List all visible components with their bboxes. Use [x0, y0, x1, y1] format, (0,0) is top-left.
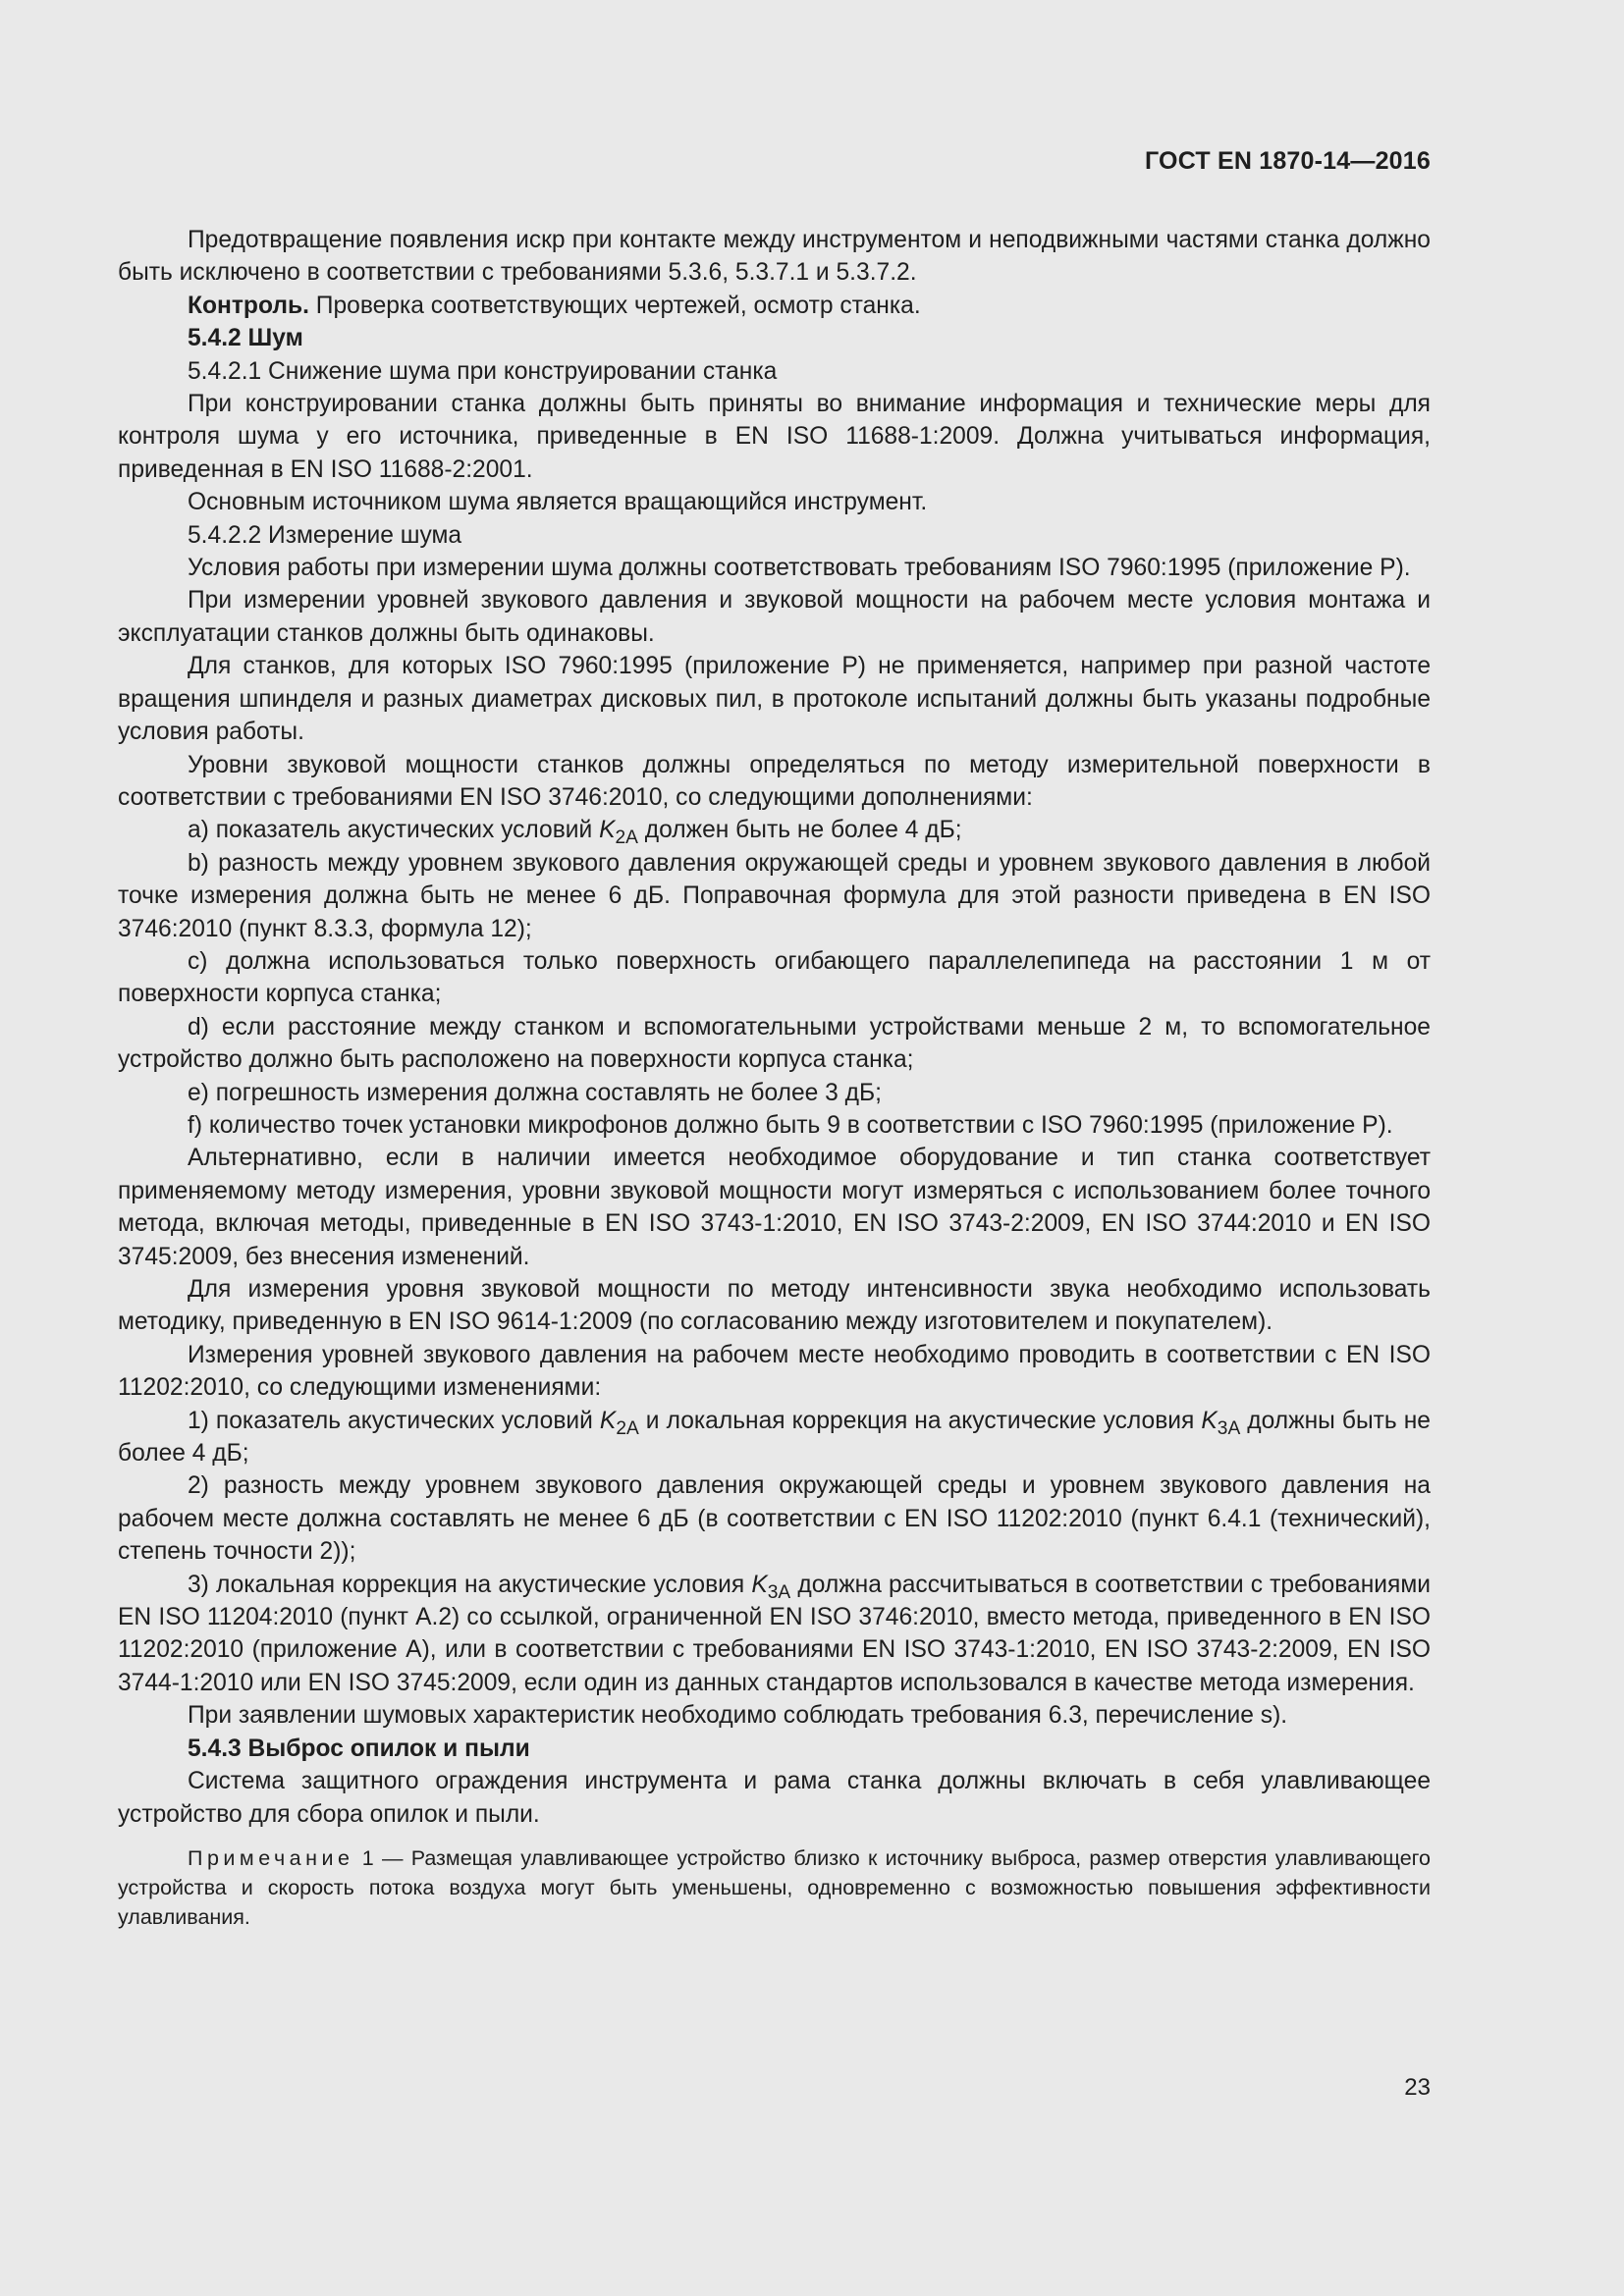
note-label: Примечание — [188, 1845, 354, 1870]
section-heading-5-4-2: 5.4.2 Шум — [188, 325, 303, 352]
list-item-text: 3) локальная коррекция на акустические условия — [188, 1571, 752, 1598]
list-item-text: должны быть не более 4 дБ; — [118, 1407, 1431, 1468]
numbered-item-3 — [118, 1569, 1431, 1700]
list-item-b: b) разность между уровнем звукового давления окружающей среды и уровнем звукового давления в любой точке измерения должна быть не менее 6 дБ. Поправочная формула для этой разности приведена в EN ISO 3746:2010 (пункт 8.3.3, формула 12); — [118, 849, 1431, 942]
symbol-k: K — [599, 817, 616, 844]
standard-designation: ГОСТ EN 1870-14—2016 — [1145, 147, 1431, 175]
paragraph: Для измерения уровня звуковой мощности по методу интенсивности звука необходимо использовать методику, приведенную в EN ISO 9614-1:2009 (по согласованию между изготовителем и покупателем). — [118, 1276, 1431, 1336]
list-item-text: и локальная коррекция на акустические условия — [638, 1407, 1202, 1434]
paragraph: Основным источником шума является вращающийся инструмент. — [188, 489, 928, 516]
note-number: 1 — [353, 1845, 374, 1870]
symbol-k: K — [599, 1407, 617, 1434]
symbol-subscript: 3A — [1217, 1417, 1241, 1439]
page-number: 23 — [1404, 2074, 1431, 2101]
numbered-item-1 — [118, 1405, 1431, 1470]
list-item-text: a) показатель акустических условий — [188, 817, 600, 844]
control-text: Проверка соответствующих чертежей, осмотр станка. — [308, 292, 921, 319]
list-item-text: 1) показатель акустических условий — [188, 1407, 600, 1434]
symbol-k: K — [1201, 1407, 1218, 1434]
paragraph: Для станков, для которых ISO 7960:1995 (приложение P) не применяется, например при разной частоте вращения шпинделя и разных диаметрах дисковых пил, в протоколе испытаний должны быть указаны подробные условия работы. — [118, 653, 1431, 746]
note-text: — Размещая улавливающее устройство близко к источнику выброса, размер отверстия улавливающего устройства и скорость потока воздуха могут быть уменьшены, одновременно с возможностью повышения эффективности улавливания. — [118, 1845, 1432, 1929]
note — [118, 1843, 1431, 1932]
paragraph: Измерения уровней звукового давления на рабочем месте необходимо проводить в соответствии с EN ISO 11202:2010, со следующими изменениями: — [118, 1341, 1431, 1402]
paragraph-control — [118, 290, 1431, 322]
paragraph: Предотвращение появления искр при контакте между инструментом и неподвижными частями станка должно быть исключено в соответствии с требованиями 5.3.6, 5.3.7.1 и 5.3.7.2. — [118, 227, 1431, 287]
symbol-subscript: 2A — [615, 828, 638, 849]
symbol-subscript: 3A — [767, 1581, 791, 1603]
paragraph: Уровни звуковой мощности станков должны определяться по методу измерительной поверхности в соответствии с требованиями EN ISO 3746:2010, со следующими дополнениями: — [118, 751, 1431, 811]
body-text — [118, 224, 1431, 1932]
subsection-heading-5-4-2-2: 5.4.2.2 Измерение шума — [188, 521, 462, 549]
list-item-d: d) если расстояние между станком и вспомогательными устройствами меньше 2 м, то вспомогательное устройство должно быть расположено на поверхности корпуса станка; — [118, 1013, 1431, 1074]
control-lead: Контроль. — [188, 292, 309, 319]
paragraph: Система защитного ограждения инструмента и рама станка должны включать в себя улавливающее устройство для сбора опилок и пыли. — [118, 1768, 1431, 1828]
paragraph: Условия работы при измерении шума должны соответствовать требованиям ISO 7960:1995 (приложение P). — [188, 555, 1411, 582]
paragraph: При измерении уровней звукового давления и звуковой мощности на рабочем месте условия монтажа и эксплуатации станков должны быть одинаковы. — [118, 587, 1431, 647]
list-item-c: c) должна использоваться только поверхность огибающего параллелепипеда на расстоянии 1 м от поверхности корпуса станка; — [118, 947, 1431, 1008]
list-item-f: f) количество точек установки микрофонов должно быть 9 в соответствии с ISO 7960:1995 (приложение P). — [188, 1111, 1393, 1139]
list-item-text: должен быть не более 4 дБ; — [637, 817, 962, 844]
list-item-a — [118, 814, 1431, 849]
section-heading-5-4-3: 5.4.3 Выброс опилок и пыли — [188, 1735, 530, 1762]
paragraph: При конструировании станка должны быть приняты во внимание информация и технические меры для контроля шума у его источника, приведенные в EN ISO 11688-1:2009. Должна учитываться информация, приведенная в EN ISO 11688-2:2001. — [118, 391, 1431, 483]
symbol-subscript: 2A — [616, 1417, 639, 1439]
list-item-text: должна рассчитываться в соответствии с требованиями EN ISO 11204:2010 (пункт A.2) со ссылкой, ограниченной EN ISO 3746:2010, вместо метода, приведенного в EN ISO 11202:2010 (приложение A), или в соответствии с требованиями EN ISO 3743-1:2010, EN ISO 3743-2:2009, EN ISO 3744-1:2010 или EN ISO 3745:2009, если один из данных стандартов использовался в качестве метода измерения. — [118, 1571, 1431, 1696]
symbol-k: K — [751, 1571, 768, 1598]
numbered-item-2: 2) разность между уровнем звукового давления окружающей среды и уровнем звукового давления на рабочем месте должна составлять не менее 6 дБ (в соответствии с EN ISO 11202:2010 (пункт 6.4.1 (технический), степень точности 2)); — [118, 1472, 1431, 1566]
list-item-e: e) погрешность измерения должна составлять не более 3 дБ; — [188, 1079, 883, 1106]
paragraph: Альтернативно, если в наличии имеется необходимое оборудование и тип станка соответствует применяемому методу измерения, уровни звуковой мощности могут измеряться с использованием более точного метода, включая методы, приведенные в EN ISO 3743-1:2010, EN ISO 3743-2:2009, EN ISO 3744:2010 и EN ISO 3745:2009, без внесения изменений. — [118, 1145, 1431, 1270]
paragraph: При заявлении шумовых характеристик необходимо соблюдать требования 6.3, перечисление s). — [188, 1702, 1288, 1730]
subsection-heading-5-4-2-1: 5.4.2.1 Снижение шума при конструировании станка — [188, 357, 778, 385]
